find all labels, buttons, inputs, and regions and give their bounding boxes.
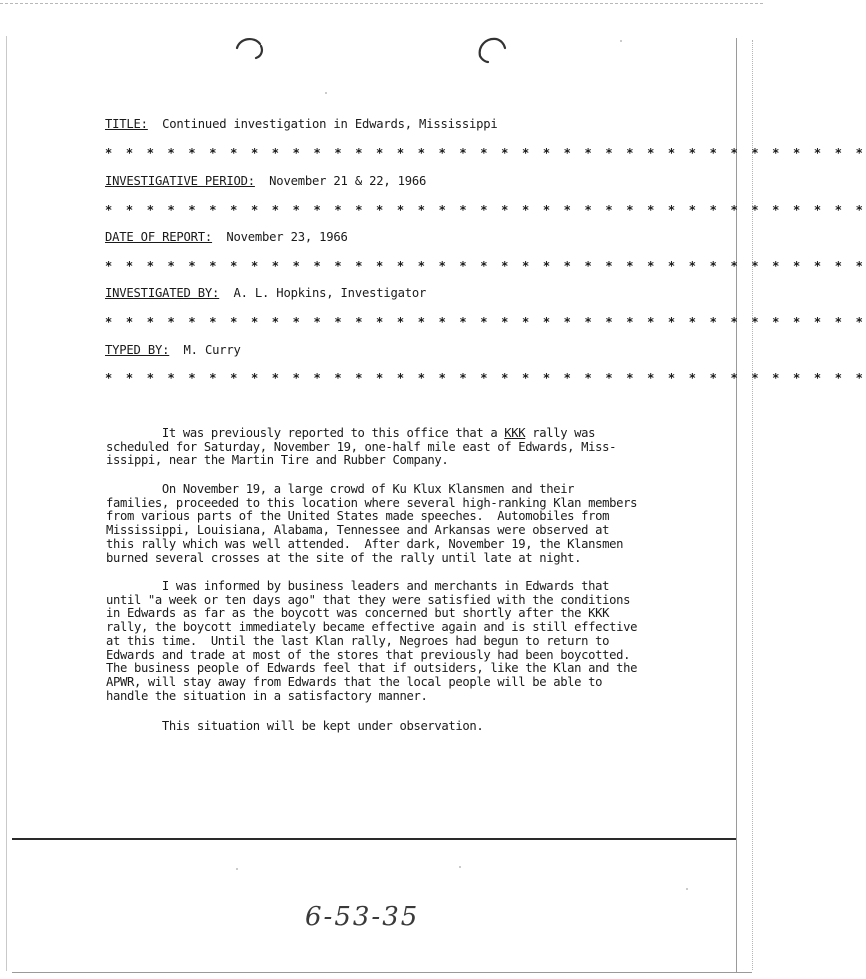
typed-by-value: M. Curry <box>183 343 241 357</box>
separator-5: * * * * * * * * * * * * * * * * * * * * * * * * * * * * * * * * * * * * * <box>105 371 866 385</box>
separator-2: * * * * * * * * * * * * * * * * * * * * * * * * * * * * * * * * * * * * * <box>105 203 866 217</box>
typed-by-label: TYPED BY: <box>105 343 170 357</box>
scan-speck <box>459 866 461 868</box>
paragraph-3 <box>106 580 666 703</box>
paragraph-3-line-9: handle the situation in a satisfactory manner. <box>106 688 428 703</box>
page-right-edge <box>736 38 737 973</box>
paragraph-2-line-3: from various parts of the United States made speeches. Automobiles from <box>106 509 610 524</box>
page-right-edge-shadow <box>752 40 753 970</box>
paragraph-2-line-6: burned several crosses at the site of the rally until late at night. <box>106 550 582 565</box>
scan-speck <box>686 888 688 890</box>
paragraph-2-line-5: this rally which was well attended. After dark, November 19, the Klansmen <box>106 536 624 551</box>
punch-hole-left <box>232 34 268 64</box>
page-bottom-edge <box>12 972 752 973</box>
paragraph-1-line-1: It was previously reported to this office that a <box>106 426 505 440</box>
date-of-report-value: November 23, 1966 <box>226 230 348 244</box>
investigated-by-label: INVESTIGATED BY: <box>105 286 220 300</box>
paragraph-2-line-2: families, proceeded to this location where several high-ranking Klan members <box>106 495 638 510</box>
title-value: Continued investigation in Edwards, Mississippi <box>162 117 498 131</box>
separator-4: * * * * * * * * * * * * * * * * * * * * * * * * * * * * * * * * * * * * * <box>105 315 866 329</box>
date-of-report-field <box>105 230 348 244</box>
paragraph-3-line-3: in Edwards as far as the boycott was concerned but shortly after the KKK <box>106 606 610 621</box>
date-of-report-label: DATE OF REPORT: <box>105 230 213 244</box>
paragraph-1-line-1-end: rally was <box>525 426 596 440</box>
paragraph-2-line-4: Mississippi, Louisiana, Alabama, Tennessee and Arkansas were observed at <box>106 523 610 538</box>
bottom-rule <box>12 838 736 840</box>
title-label: TITLE: <box>105 117 148 131</box>
paragraph-3-line-1: I was informed by business leaders and merchants in Edwards that <box>106 579 610 593</box>
investigated-by-field <box>105 286 426 300</box>
page-left-edge <box>6 36 7 971</box>
kkk-underlined: KKK <box>504 426 526 440</box>
investigated-by-value: A. L. Hopkins, Investigator <box>233 286 427 300</box>
paragraph-3-line-6: Edwards and trade at most of the stores that previously had been boycotted. <box>106 647 631 662</box>
paragraph-1-line-2: scheduled for Saturday, November 19, one-half mile east of Edwards, Miss- <box>106 439 617 454</box>
scan-speck <box>236 868 238 870</box>
investigative-period-label: INVESTIGATIVE PERIOD: <box>105 174 255 188</box>
paragraph-1-line-3: issippi, near the Martin Tire and Rubber Company. <box>106 453 449 468</box>
separator-1: * * * * * * * * * * * * * * * * * * * * * * * * * * * * * * * * * * * * * <box>105 146 866 160</box>
typed-by-field <box>105 343 241 357</box>
paragraph-4-line-1: This situation will be kept under observation. <box>106 719 484 733</box>
paragraph-2-line-1: On November 19, a large crowd of Ku Klux Klansmen and their <box>106 482 575 496</box>
investigative-period-value: November 21 & 22, 1966 <box>269 174 427 188</box>
paragraph-3-line-2: until "a week or ten days ago" that they were satisfied with the conditions <box>106 592 631 607</box>
title-field <box>105 117 498 131</box>
paragraph-3-line-8: APWR, will stay away from Edwards that the local people will be able to <box>106 674 603 689</box>
paragraph-1 <box>106 427 666 468</box>
scan-speck <box>620 40 622 42</box>
paragraph-3-line-5: at this time. Until the last Klan rally, Negroes had begun to return to <box>106 633 610 648</box>
paragraph-3-line-7: The business people of Edwards feel that if outsiders, like the Klan and the <box>106 661 638 676</box>
punch-hole-right <box>474 34 510 64</box>
scan-speck <box>325 92 327 94</box>
separator-3: * * * * * * * * * * * * * * * * * * * * * * * * * * * * * * * * * * * * * <box>105 259 866 273</box>
page-top-edge <box>0 3 763 4</box>
handwritten-file-number: 6-53-35 <box>305 902 420 932</box>
paragraph-2 <box>106 483 666 565</box>
paragraph-3-line-4: rally, the boycott immediately became effective again and is still effective <box>106 620 638 635</box>
investigative-period-field <box>105 174 426 188</box>
paragraph-4 <box>106 720 666 734</box>
